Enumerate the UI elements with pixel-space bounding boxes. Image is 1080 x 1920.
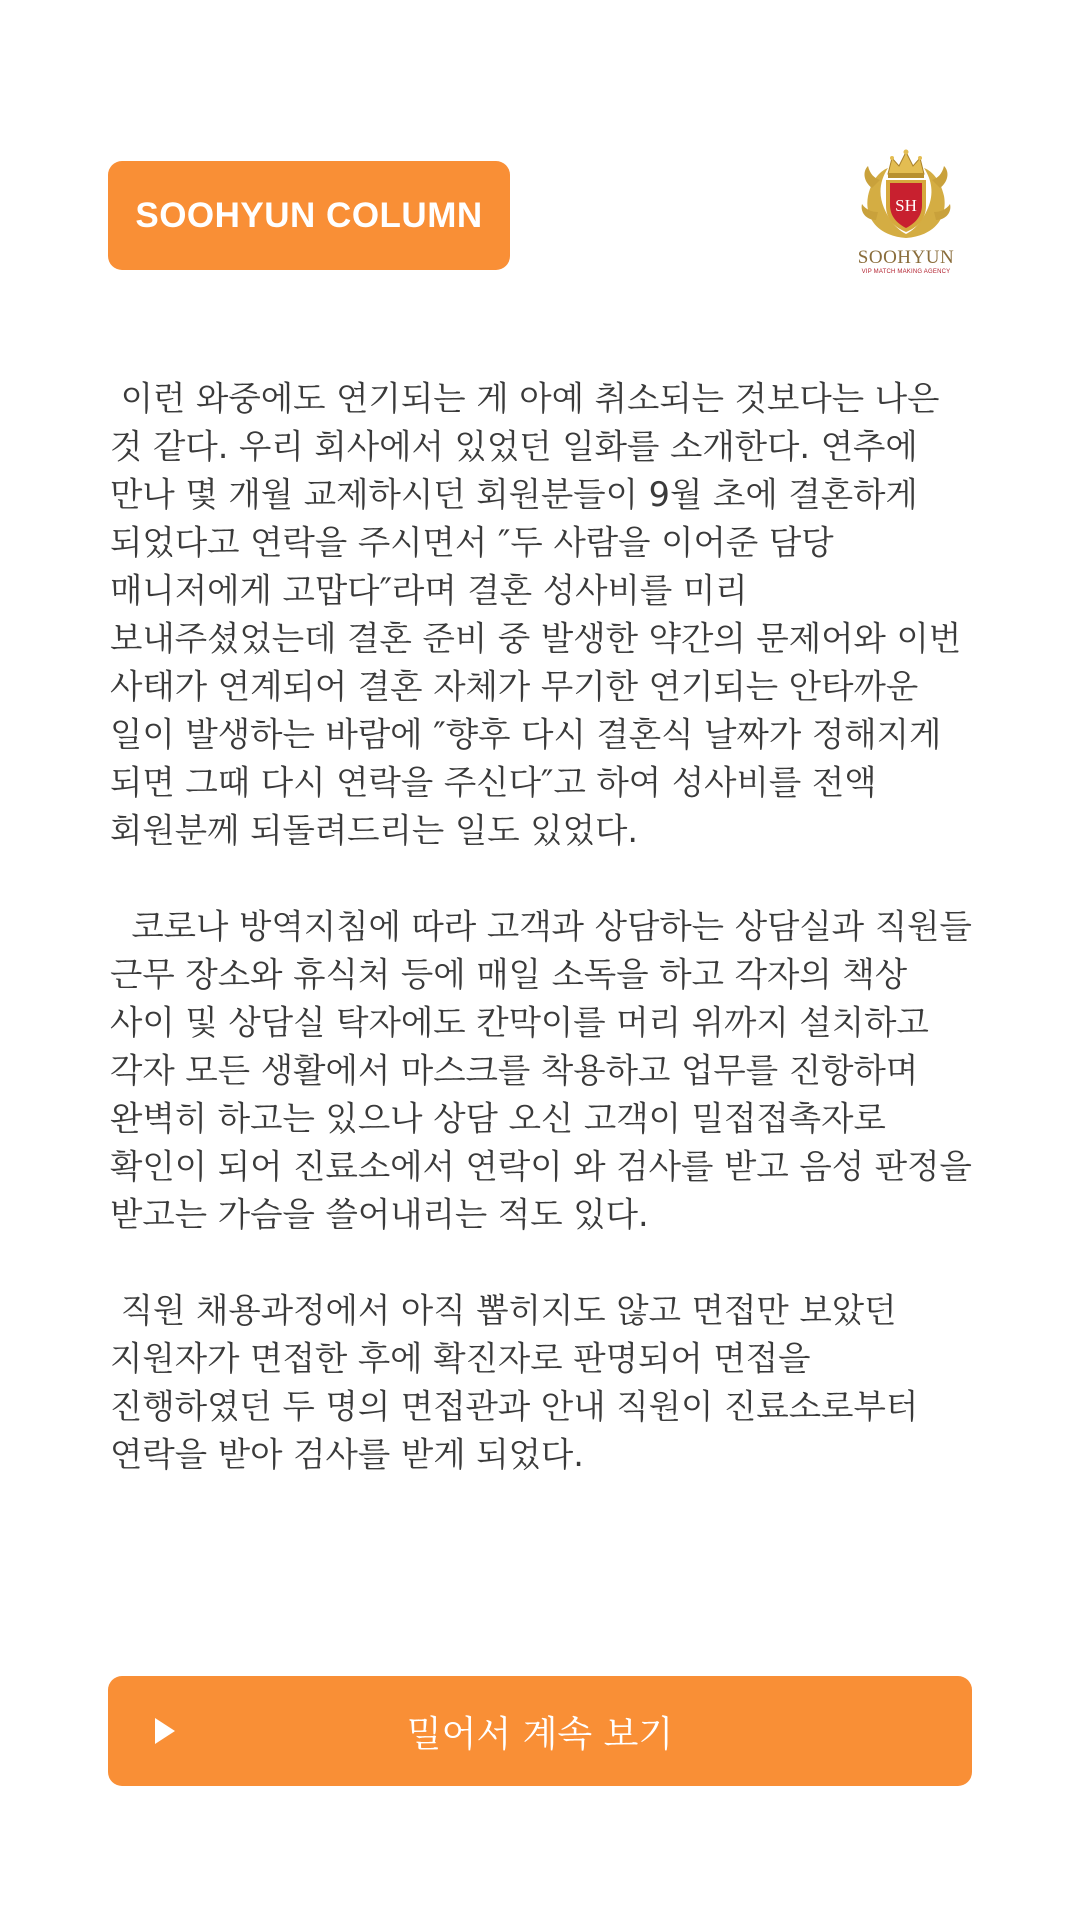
logo-name: SOOHYUN [857, 247, 955, 268]
play-icon [155, 1718, 175, 1744]
logo-tagline: VIP MATCH MAKING AGENCY [861, 269, 951, 275]
article-paragraph-3: 직원 채용과정에서 아직 뽑히지도 않고 면접만 보았던 지원자가 면접한 후에 확진자로 판명되어 면접을 진행하였던 두 명의 면접관과 안내 직원이 진료소로부터 연락을 받아 검사를 받게 되었다. [110, 1291, 929, 1474]
column-article [110, 375, 983, 1527]
soohyun-logo [846, 148, 966, 284]
swipe-to-continue-button[interactable] [108, 1676, 972, 1786]
swipe-label: 밀어서 계속 보기 [406, 1713, 674, 1755]
column-badge-label: SOOHYUN COLUMN [135, 195, 483, 235]
crest-icon [858, 148, 954, 248]
svg-text:SH: SH [895, 196, 917, 215]
article-paragraph-2: 코로나 방역지침에 따라 고객과 상담하는 상담실과 직원들 근무 장소와 휴식처 등에 매일 소독을 하고 각자의 책상 사이 및 상담실 탁자에도 칸막이를 머리 위까지 설치하고 각자 모든 생활에서 마스크를 착용하고 업무를 진항하며 완벽히 하고는 있으나 상담 오신 고객이 밀접접촉자로 확인이 되어 진료소에서 연락이 와 검사를 받고 음성 판정을 받고는 가슴을 쓸어내리는 적도 있다. [110, 907, 983, 1234]
column-badge [108, 161, 510, 270]
article-paragraph-1: 이런 와중에도 연기되는 게 아예 취소되는 것보다는 나은 것 같다. 우리 회사에서 있었던 일화를 소개한다. 연추에 만나 몇 개월 교제하시던 회원분들이 9월 초에 결혼하게 되었다고 연락을 주시면서 ″두 사람을 이어준 담당 매니저에게 고맙다″라며 결혼 성사비를 미리 보내주셨었는데 결혼 준비 중 발생한 약간의 문제어와 이번 사태가 연계되어 결혼 자체가 무기한 연기되는 안타까운 일이 발생하는 바람에 ″향후 다시 결혼식 날짜가 정해지게 되면 그때 다시 연락을 주신다″고 하여 성사비를 전액 회원분께 되돌려드리는 일도 있었다. [110, 379, 972, 850]
